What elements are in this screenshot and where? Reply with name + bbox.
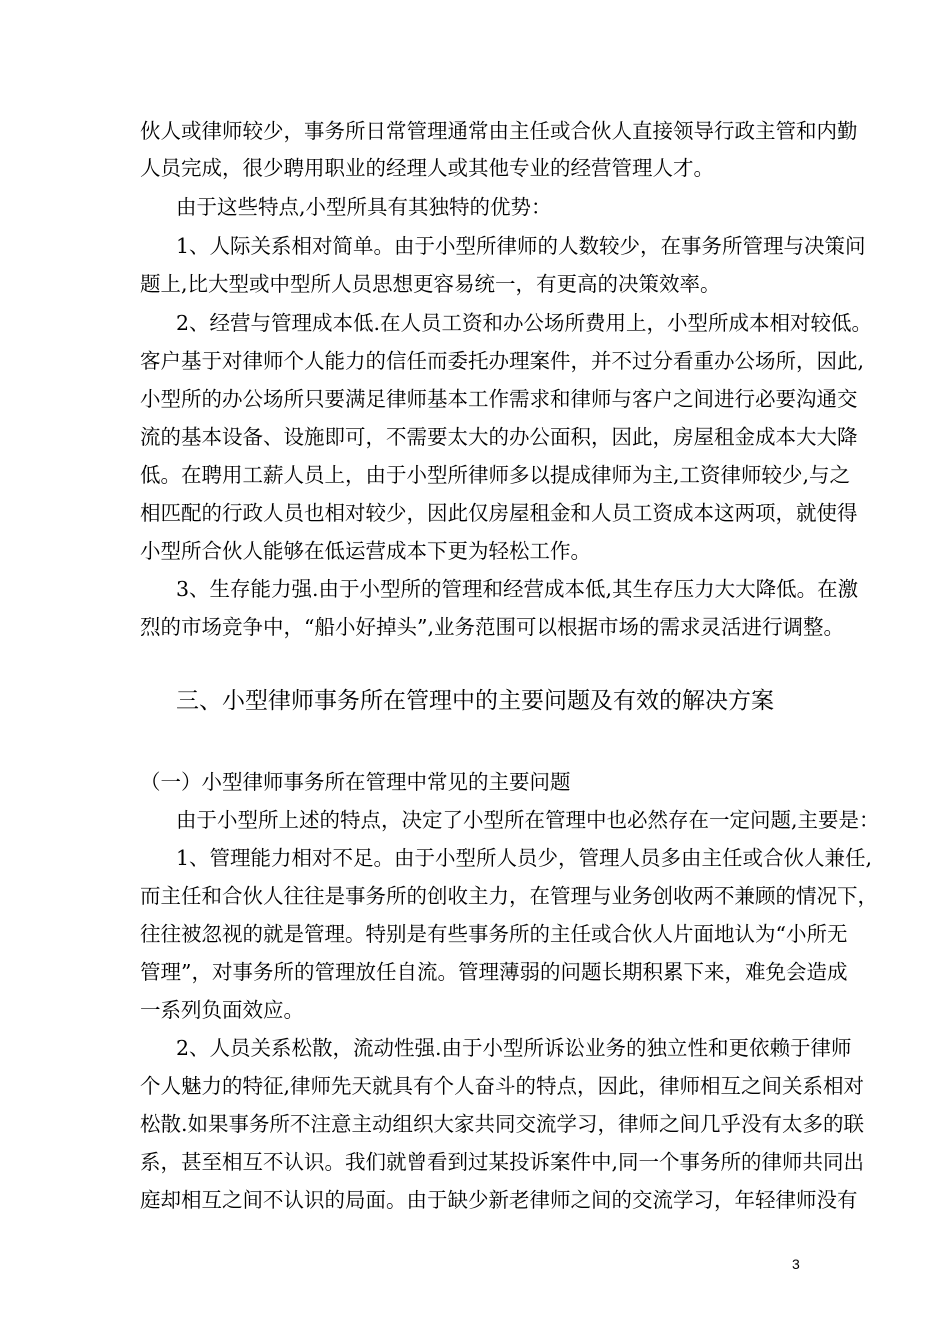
body-line: 2、经营与管理成本低.在人员工资和办公场所费用上，小型所成本相对较低。 (176, 311, 873, 335)
body-line: 1、人际关系相对简单。由于小型所律师的人数较少，在事务所管理与决策问 (176, 234, 866, 258)
body-line: 由于小型所上述的特点，决定了小型所在管理中也必然存在一定问题,主要是： (176, 808, 880, 832)
body-line: 客户基于对律师个人能力的信任而委托办理案件，并不过分看重办公场所，因此, (140, 349, 865, 373)
body-line: 低。在聘用工薪人员上，由于小型所律师多以提成律师为主,工资律师较少,与之 (140, 463, 851, 487)
body-line: 1、管理能力相对不足。由于小型所人员少，管理人员多由主任或合伙人兼任, (176, 846, 873, 870)
body-line: 个人魅力的特征,律师先天就具有个人奋斗的特点，因此，律师相互之间关系相对 (140, 1074, 865, 1098)
body-line: 2、人员关系松散，流动性强.由于小型所诉讼业务的独立性和更依赖于律师 (176, 1036, 852, 1060)
body-line: 题上,比大型或中型所人员思想更容易统一，有更高的决策效率。 (140, 272, 721, 296)
body-line: 流的基本设备、设施即可，不需要太大的办公面积，因此，房屋租金成本大大降 (140, 425, 858, 449)
body-line: 小型所的办公场所只要满足律师基本工作需求和律师与客户之间进行必要沟通交 (140, 387, 858, 411)
body-line: 而主任和合伙人往往是事务所的创收主力，在管理与业务创收两不兼顾的情况下， (140, 884, 878, 908)
body-line: 人员完成，很少聘用职业的经理人或其他专业的经营管理人才。 (140, 156, 714, 180)
body-line: 伙人或律师较少，事务所日常管理通常由主任或合伙人直接领导行政主管和内勤 (140, 119, 858, 143)
page-number: 3 (792, 1256, 800, 1272)
section-heading: 三、小型律师事务所在管理中的主要问题及有效的解决方案 (176, 688, 774, 714)
subsection-heading: （一）小型律师事务所在管理中常见的主要问题 (140, 770, 571, 794)
body-line: 往往被忽视的就是管理。特别是有些事务所的主任或合伙人片面地认为“小所无 (140, 922, 848, 946)
body-line: 相匹配的行政人员也相对较少，因此仅房屋租金和人员工资成本这两项，就使得 (140, 501, 858, 525)
body-line: 烈的市场竞争中，“船小好掉头”,业务范围可以根据市场的需求灵活进行调整。 (140, 615, 844, 639)
body-line: 系，甚至相互不认识。我们就曾看到过某投诉案件中,同一个事务所的律师共同出 (140, 1150, 865, 1174)
body-line: 一系列负面效应。 (140, 998, 304, 1022)
body-line: 松散.如果事务所不注意主动组织大家共同交流学习，律师之间几乎没有太多的联 (140, 1112, 865, 1136)
body-line: 由于这些特点,小型所具有其独特的优势： (176, 195, 552, 219)
body-line: 管理”，对事务所的管理放任自流。管理薄弱的问题长期积累下来，难免会造成 (140, 960, 848, 984)
body-line: 3、生存能力强.由于小型所的管理和经营成本低,其生存压力大大降低。在激 (176, 577, 859, 601)
body-line: 小型所合伙人能够在低运营成本下更为轻松工作。 (140, 539, 591, 563)
body-line: 庭却相互之间不认识的局面。由于缺少新老律师之间的交流学习，年轻律师没有 (140, 1188, 858, 1212)
